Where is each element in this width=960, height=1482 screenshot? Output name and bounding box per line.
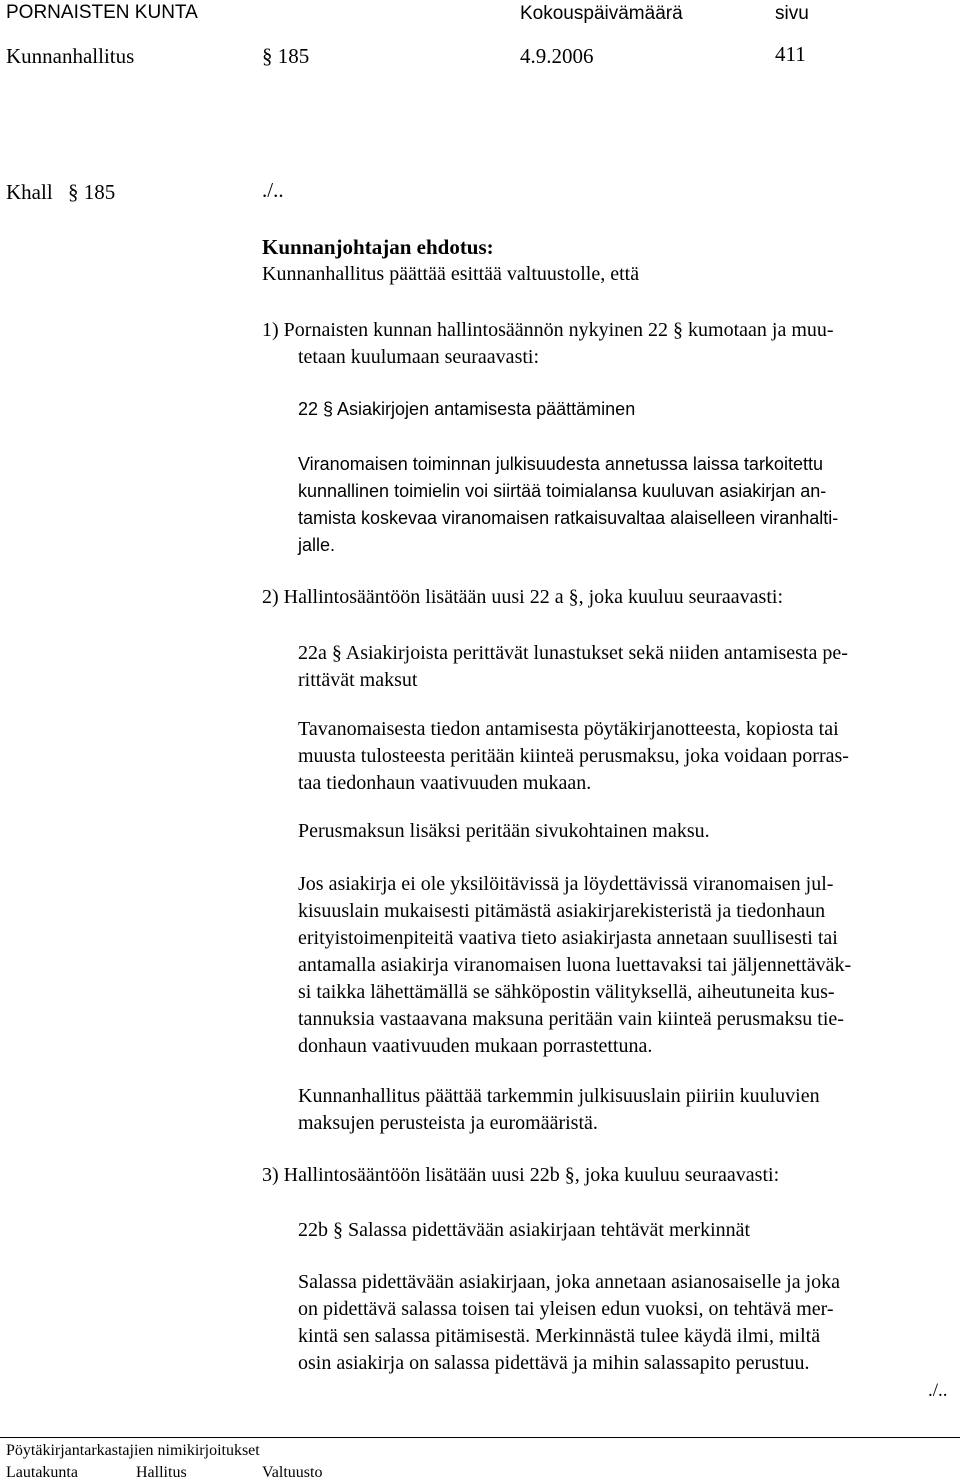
item2-paragraph4-line: Kunnanhallitus päättää tarkemmin julkisuuslain piiriin kuuluvien bbox=[298, 1085, 820, 1107]
item2-paragraph3-line: antamalla asiakirja viranomaisen luona luettavaksi tai jäljennettäväk- bbox=[298, 954, 852, 976]
item3-paragraph-line: Salassa pidettävään asiakirjaan, joka annetaan asianosaiselle ja joka bbox=[298, 1271, 841, 1293]
page-label: sivu bbox=[775, 3, 809, 24]
item1-line: 1) Pornaisten kunnan hallintosäännön nykyinen 22 § kumotaan ja muu- bbox=[262, 319, 834, 341]
item1-line: tetaan kuulumaan seuraavasti: bbox=[298, 346, 540, 368]
item1-subheading: 22 § Asiakirjojen antamisesta päättäminen bbox=[298, 399, 636, 419]
section-number: § 185 bbox=[68, 180, 116, 204]
item2-paragraph3-line: Jos asiakirja ei ole yksilöitävissä ja löydettävissä viranomaisen jul- bbox=[298, 873, 834, 895]
item2-paragraph4 bbox=[298, 1083, 820, 1137]
municipality-name: PORNAISTEN KUNTA bbox=[6, 2, 198, 23]
footer-title: Pöytäkirjantarkastajien nimikirjoitukset bbox=[6, 1442, 260, 1459]
item2-subheading-line: 22a § Asiakirjoista perittävät lunastukset sekä niiden antamisesta pe- bbox=[298, 642, 848, 664]
item2-paragraph1-line: taa tiedonhaun vaativuuden mukaan. bbox=[298, 772, 592, 794]
item2-paragraph2: Perusmaksun lisäksi peritään sivukohtainen maksu. bbox=[298, 820, 710, 842]
item3-paragraph-line: on pidettävä salassa toisen tai yleisen edun vuoksi, on tehtävä mer- bbox=[298, 1298, 834, 1320]
footer-lautakunta: Lautakunta bbox=[6, 1464, 78, 1481]
item2-paragraph3-line: si taikka lähettämällä se sähköpostin välityksellä, aiheutuneita kus- bbox=[298, 981, 835, 1003]
header-section-number: § 185 bbox=[262, 44, 310, 68]
meeting-date: 4.9.2006 bbox=[520, 44, 594, 68]
section-label: Khall bbox=[6, 180, 53, 204]
item2-paragraph3-line: kisuuslain mukaisesti pitämästä asiakirjarekisteristä ja tiedonhaun bbox=[298, 900, 826, 922]
item2-paragraph3 bbox=[298, 871, 851, 1060]
item1-paragraph-line: kunnallinen toimielin voi siirtää toimialansa kuuluvan asiakirjan an- bbox=[298, 481, 827, 501]
body-name: Kunnanhallitus bbox=[6, 44, 135, 68]
item2-paragraph3-line: donhaun vaativuuden mukaan porrastettuna. bbox=[298, 1035, 653, 1057]
item3-intro: 3) Hallintosääntöön lisätään uusi 22b §, joka kuuluu seuraavasti: bbox=[262, 1164, 780, 1186]
item1-paragraph-line: Viranomaisen toiminnan julkisuudesta annetussa laissa tarkoitettu bbox=[298, 454, 823, 474]
item2-intro: 2) Hallintosääntöön lisätään uusi 22 a §, joka kuuluu seuraavasti: bbox=[262, 586, 783, 608]
item2-paragraph1 bbox=[298, 716, 849, 797]
item3-paragraph-line: kintä sen salassa pitämisestä. Merkinnästä tulee käydä ilmi, miltä bbox=[298, 1325, 821, 1347]
item2-subheading-line: rittävät maksut bbox=[298, 669, 418, 691]
footer-valtuusto: Valtuusto bbox=[262, 1464, 323, 1481]
item2-paragraph1-line: muusta tulosteesta peritään kiinteä perusmaksu, joka voidaan porras- bbox=[298, 745, 849, 767]
item2-paragraph3-line: erityistoimenpiteitä vaativa tieto asiakirjasta annetaan suullisesti tai bbox=[298, 927, 838, 949]
item2-paragraph3-line: tannuksia vastaavana maksuna peritään vain kiinteä perusmaksu tie- bbox=[298, 1008, 844, 1030]
item2-subheading bbox=[298, 640, 848, 694]
end-continuation-mark: ./.. bbox=[928, 1380, 948, 1401]
item3-paragraph bbox=[298, 1269, 840, 1377]
item1-text bbox=[262, 317, 834, 371]
proposal-heading: Kunnanjohtajan ehdotus: bbox=[262, 235, 494, 259]
item1-paragraph-line: tamista koskevaa viranomaisen ratkaisuvaltaa alaiselleen viranhalti- bbox=[298, 508, 839, 528]
item2-paragraph4-line: maksujen perusteista ja euromääristä. bbox=[298, 1112, 598, 1134]
footer-divider bbox=[0, 1437, 960, 1438]
item2-paragraph1-line: Tavanomaisesta tiedon antamisesta pöytäkirjanotteesta, kopiosta tai bbox=[298, 718, 839, 740]
proposal-intro: Kunnanhallitus päättää esittää valtuustolle, että bbox=[262, 263, 640, 285]
item3-subheading: 22b § Salassa pidettävään asiakirjaan tehtävät merkinnät bbox=[298, 1219, 751, 1241]
footer-hallitus: Hallitus bbox=[136, 1464, 187, 1481]
item1-paragraph bbox=[298, 451, 838, 559]
item1-paragraph-line: jalle. bbox=[298, 535, 336, 555]
page-number: 411 bbox=[775, 42, 806, 66]
continuation-mark: ./.. bbox=[262, 178, 284, 202]
date-label: Kokouspäivämäärä bbox=[520, 3, 683, 24]
item3-paragraph-line: osin asiakirja on salassa pidettävä ja mihin salassapito perustuu. bbox=[298, 1352, 810, 1374]
